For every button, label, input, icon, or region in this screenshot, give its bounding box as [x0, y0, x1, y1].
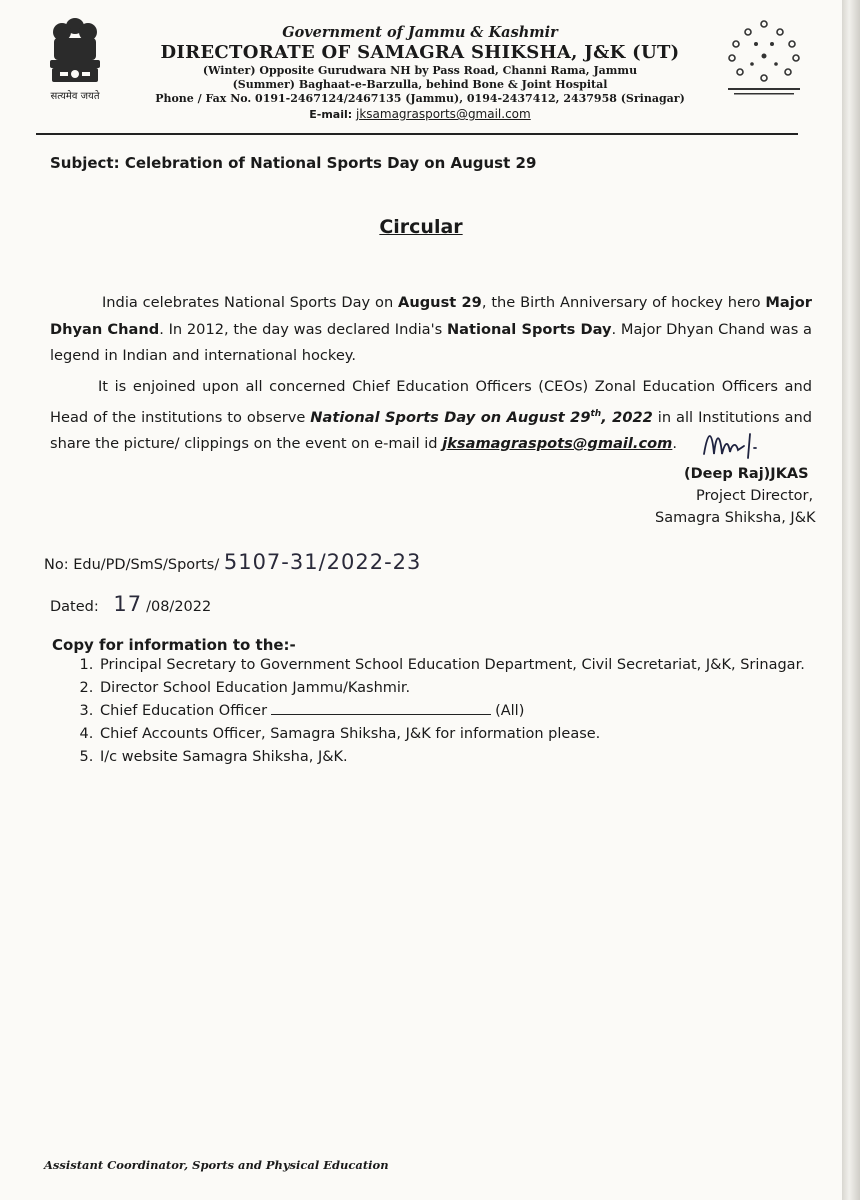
p2-date-suffix: th [590, 408, 602, 419]
p2-bold-year: , 2022 [601, 408, 653, 426]
p1-text-4: . Major Dhyan Chand was a legend in Indian and international hockey. [50, 320, 812, 364]
header-divider [36, 133, 798, 135]
p1-text-2: , the Birth Anniversary of hockey hero [481, 294, 766, 311]
blank-line [271, 702, 491, 715]
p1-bold-day: National Sports Day [446, 320, 612, 338]
list-item [98, 700, 838, 723]
p2-text-1: It is enjoined upon all concerned Chief Education Officers (CEOs) Zonal Education Officers and Head of the institutions to observe [50, 378, 812, 426]
subject-line: Subject: Celebration of National Sports Day on August 29 [50, 154, 537, 172]
dated-label: Dated: [50, 599, 99, 615]
list-item: 5. I/c website Samagra Shiksha, J&K. [98, 746, 838, 769]
dated-rest: /08/2022 [146, 599, 212, 615]
reference-label: No: Edu/PD/SmS/Sports/ [44, 557, 220, 573]
list-item-text: Chief Education Officer [100, 703, 268, 719]
government-name: Government of Jammu & Kashmir [282, 24, 558, 41]
p2-text-2: in all Institutions and share the picture/ clippings on the event on e-mail id [50, 408, 812, 452]
p2-text-3: . [672, 434, 677, 452]
p1-bold-date: August 29 [398, 294, 482, 311]
list-item: 4. Chief Accounts Officer, Samagra Shiksha, J&K for information please. [98, 723, 838, 746]
copy-list [56, 654, 838, 769]
circular-title: Circular [379, 216, 463, 238]
samagra-shiksha-logo [718, 14, 810, 100]
list-item: 2. Director School Education Jammu/Kashmir. [98, 677, 838, 700]
directorate-name: DIRECTORATE OF SAMAGRA SHIKSHA, J&K (UT) [160, 42, 680, 63]
reference-number [44, 550, 421, 574]
paragraph-1 [50, 290, 812, 370]
summer-address: (Summer) Baghaat-e-Barzulla, behind Bone & Joint Hospital [232, 78, 608, 91]
p2-email-link[interactable]: jksamagraspots@gmail.com [442, 434, 673, 452]
dated-day-handwritten: 17 [113, 592, 143, 616]
footer-note: Assistant Coordinator, Sports and Physical Education [44, 1158, 389, 1172]
signatory-designation: Project Director, [696, 488, 814, 504]
list-item: 1. Principal Secretary to Government School Education Department, Civil Secretariat, J&K, Srinagar. [98, 654, 838, 677]
dated-line [50, 592, 211, 616]
handwritten-signature [698, 424, 768, 468]
email-link[interactable]: jksamagrasports@gmail.com [356, 107, 531, 121]
email-line [120, 107, 720, 121]
emblem-caption: सत्यमेव जयते [50, 91, 100, 102]
signatory-office: Samagra Shiksha, J&K [655, 510, 816, 526]
winter-address: (Winter) Opposite Gurudwara NH by Pass Road, Channi Rama, Jammu [202, 64, 638, 77]
p2-bold-date: National Sports Day on August 29 [310, 408, 591, 426]
national-emblem [40, 12, 110, 104]
page-edge [842, 0, 860, 1200]
p1-text-3: . In 2012, the day was declared India's [159, 320, 447, 338]
copy-heading: Copy for information to the:- [52, 636, 296, 654]
signatory-name: (Deep Raj)JKAS [684, 466, 809, 482]
list-item-suffix: (All) [495, 703, 525, 719]
p1-text-1: India celebrates National Sports Day on [102, 294, 399, 311]
reference-handwritten: 5107-31/2022-23 [223, 550, 422, 574]
phone-fax: Phone / Fax No. 0191-2467124/2467135 (Jammu), 0194-2437412, 2437958 (Srinagar) [155, 92, 685, 105]
p1-bold-name: Major Dhyan Chand [50, 294, 812, 338]
email-label: E-mail: [309, 108, 353, 121]
